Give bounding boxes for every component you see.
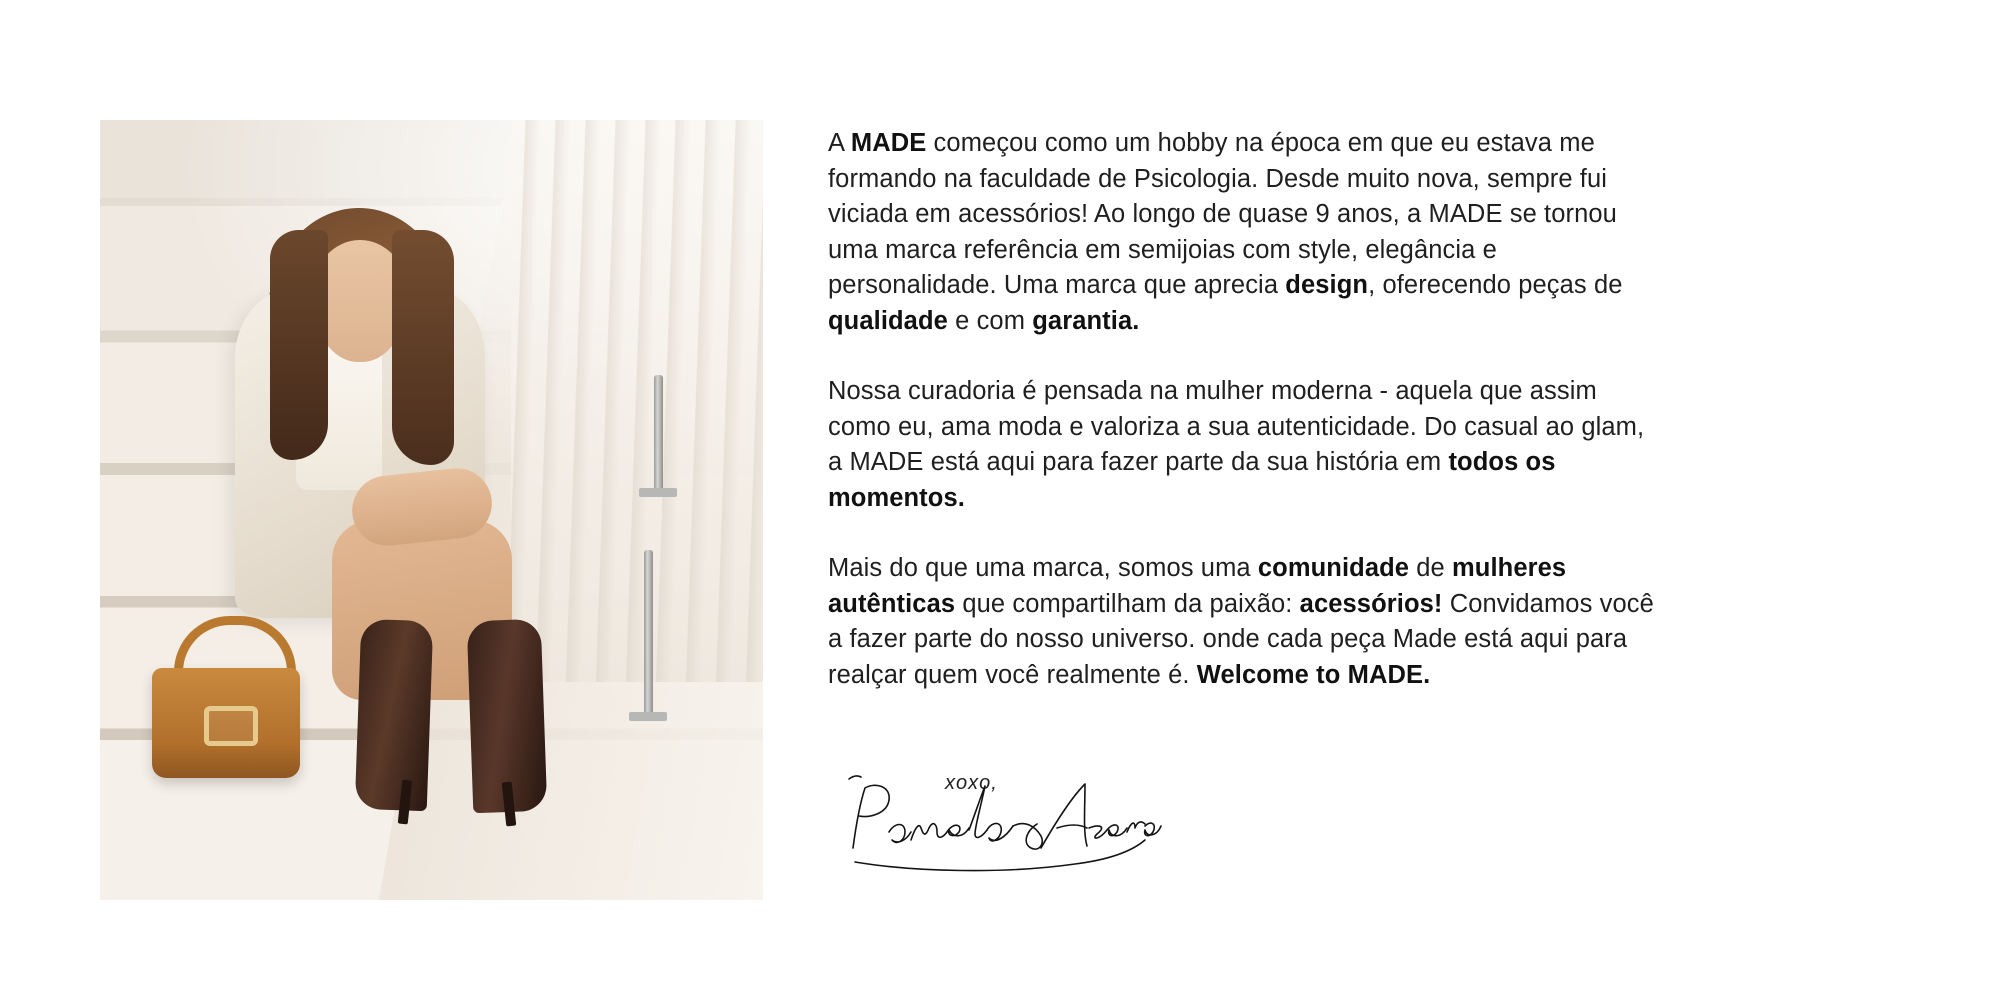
signature-caption: xoxo, <box>945 772 998 794</box>
p1-bold-design: design <box>1285 271 1369 299</box>
signature-mark <box>845 770 1165 880</box>
hair-strand-right <box>392 230 454 465</box>
p1-bold-made: MADE <box>850 129 927 157</box>
photo-subject <box>100 120 763 900</box>
about-paragraph-3 <box>828 551 1658 693</box>
about-paragraph-1 <box>828 126 1658 339</box>
p1-text-1: A <box>828 129 851 157</box>
boot-left <box>355 619 434 811</box>
hair-strand-left <box>270 230 328 460</box>
p3-bold-comunidade: comunidade <box>1257 554 1410 582</box>
p3-text-3: que compartilham da paixão: <box>955 589 1300 618</box>
p1-text-3: , oferecendo peças de <box>1368 271 1623 299</box>
about-paragraph-2 <box>828 374 1658 516</box>
p1-text-2: começou como um hobby na época em que eu estava me formando na faculdade de Psicologia. Desde muito nova, sempre fui viciada em acessórios! Ao longo de quase 9 anos, a MADE se tornou uma marca referência em semijoias com style, elegância e personalidade. Uma marca que aprecia <box>828 129 1617 299</box>
p1-bold-garantia: garantia. <box>1032 306 1140 335</box>
p1-text-4: e com <box>947 306 1033 335</box>
p3-text-2: de <box>1409 554 1453 582</box>
p3-bold-mulheres-autenticas: mulheres autênticas <box>828 554 1567 618</box>
about-text-block <box>828 126 1658 693</box>
handbag-buckle <box>204 706 258 746</box>
p1-bold-qualidade: qualidade <box>828 306 948 335</box>
p3-text-4: Convidamos você a fazer parte do nosso universo. onde cada peça Made está aqui para realçar quem você realmente é. <box>828 589 1654 689</box>
p3-bold-welcome: Welcome to MADE. <box>1196 660 1431 689</box>
about-photo <box>100 120 763 900</box>
p2-bold-momentos: todos os momentos. <box>828 448 1556 512</box>
p2-text-1: Nossa curadoria é pensada na mulher moderna - aquela que assim como eu, ama moda e valoriza a sua autenticidade. Do casual ao glam, a MADE está aqui para fazer parte da sua história em <box>828 377 1645 476</box>
p3-bold-acessorios: acessórios! <box>1299 589 1443 618</box>
p3-text-1: Mais do que uma marca, somos uma <box>828 554 1258 582</box>
